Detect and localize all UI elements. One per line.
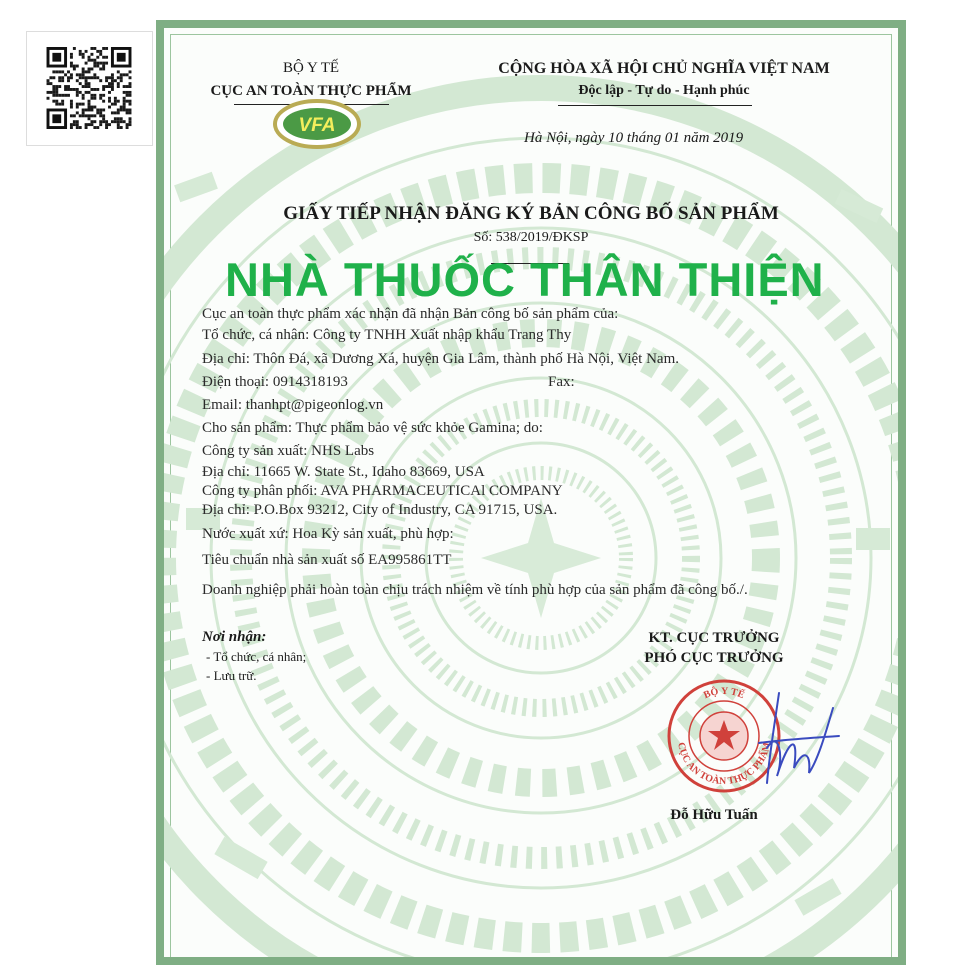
signer-title-2: PHÓ CỤC TRƯỞNG — [644, 650, 784, 666]
manufacturer-address-text: Địa chỉ: 11665 W. State St., Idaho 83669, USA — [202, 464, 485, 480]
issue-date: Hà Nội, ngày 10 tháng 01 năm 2019 — [524, 130, 744, 146]
responsibility-text: Doanh nghiệp phải hoàn toàn chịu trách nhiệm về tính phù hợp của sản phẩm đã công bố./. — [202, 582, 748, 598]
recipient-item: - Tổ chức, cá nhân; — [206, 649, 307, 664]
department-name: CỤC AN TOÀN THỰC PHẨM — [210, 83, 412, 99]
signer-title-1: KT. CỤC TRƯỞNG — [648, 630, 780, 646]
fax-text: Fax: — [548, 374, 575, 390]
vfa-logo — [272, 98, 362, 150]
national-motto: Độc lập - Tự do - Hạnh phúc — [578, 83, 750, 98]
distributor-address-text: Địa chỉ: P.O.Box 93212, City of Industry, CA 91715, USA. — [202, 502, 558, 518]
document-number: Số: 538/2019/ĐKSP — [473, 230, 589, 245]
manufacturer-text: Công ty sản xuất: NHS Labs — [202, 443, 375, 459]
certificate-document — [156, 20, 906, 965]
phone-text: Điện thoại: 0914318193 — [202, 374, 348, 390]
svg-text:BỘ Y TẾ — [702, 684, 747, 701]
address-text: Địa chỉ: Thôn Đá, xã Dương Xá, huyện Gia Lâm, thành phố Hà Nội, Việt Nam. — [202, 351, 680, 367]
organization-text: Tổ chức, cá nhân: Công ty TNHH Xuất nhập khẩu Trang Thy — [202, 327, 572, 343]
ministry-name: BỘ Y TẾ — [282, 60, 340, 76]
stamp-top-text: BỘ Y TẾ — [702, 685, 746, 702]
vfa-logo-text: VFA — [298, 115, 336, 136]
qr-code — [26, 31, 153, 146]
distributor-text: Công ty phân phối: AVA PHARMACEUTICAl COMPANY — [202, 483, 563, 499]
stamp-bottom-text: CỤC AN TOÀN THỰC PHẨM — [675, 741, 773, 788]
handwritten-signature — [749, 688, 844, 798]
watermark-text: NHÀ THUỐC THÂN THIỆN — [225, 253, 825, 306]
standard-text: Tiêu chuẩn nhà sản xuất số EA995861TT — [202, 552, 452, 568]
national-emblem-icon — [700, 712, 748, 760]
recipients-label: Nơi nhận: — [202, 629, 267, 645]
product-text: Cho sản phẩm: Thực phẩm bảo vệ sức khỏe Gamina; do: — [202, 420, 543, 436]
origin-text: Nước xuất xứ: Hoa Kỳ sản xuất, phù hợp: — [202, 526, 454, 542]
recipient-item: - Lưu trữ. — [206, 668, 257, 683]
header-underline-right — [558, 105, 752, 106]
email-text: Email: thanhpt@pigeonlog.vn — [202, 397, 384, 413]
intro-text: Cục an toàn thực phẩm xác nhận đã nhận Bản công bố sản phẩm của: — [202, 306, 619, 322]
document-title: GIẤY TIẾP NHẬN ĐĂNG KÝ BẢN CÔNG BỐ SẢN PHẨM — [283, 203, 779, 224]
country-name: CỘNG HÒA XÃ HỘI CHỦ NGHĨA VIỆT NAM — [498, 60, 830, 77]
signer-name: Đỗ Hữu Tuấn — [670, 807, 758, 823]
